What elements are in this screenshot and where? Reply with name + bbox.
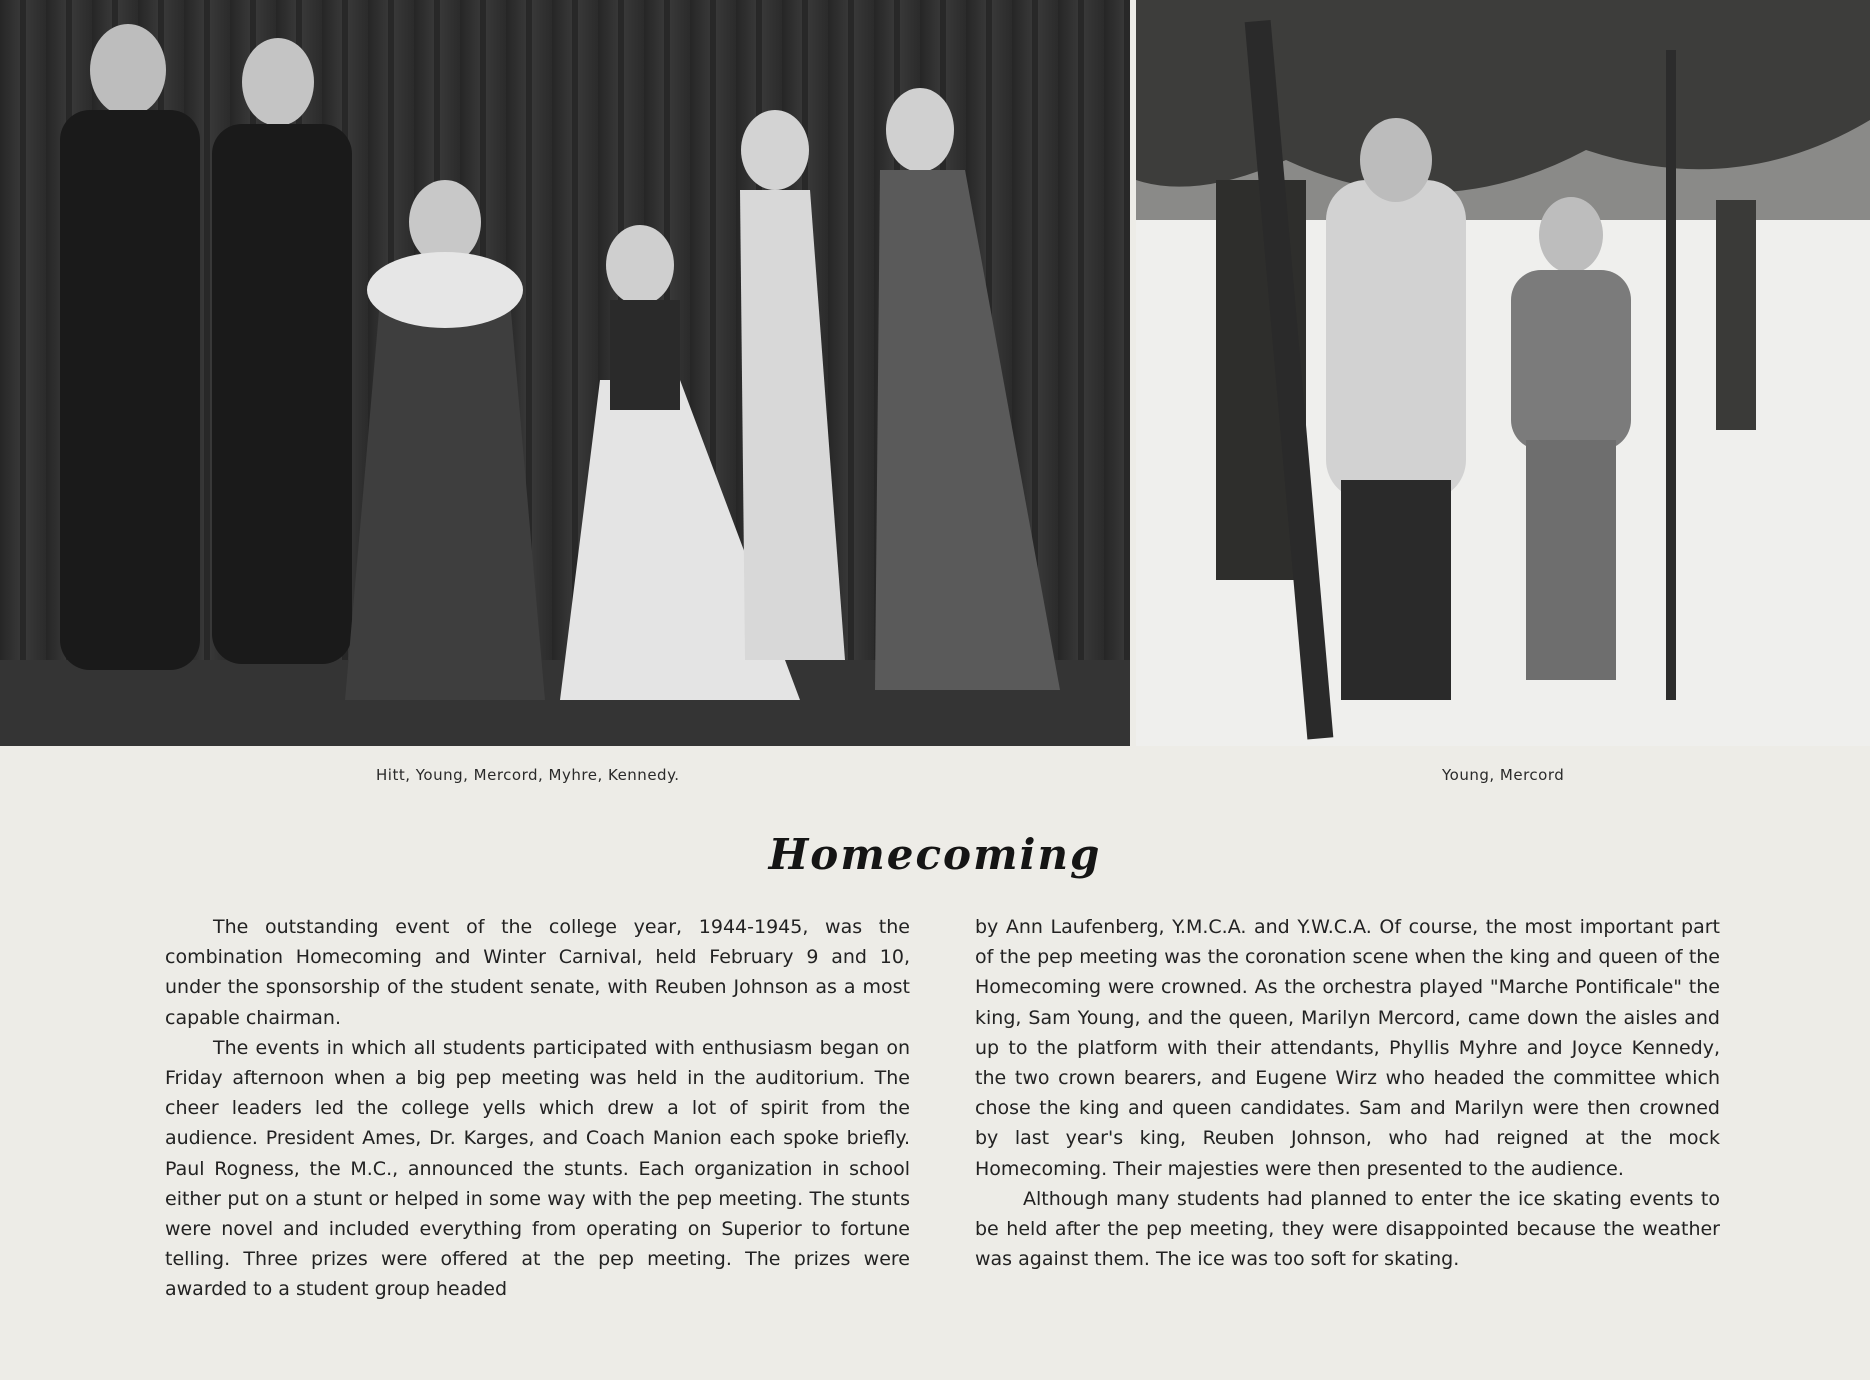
paragraph: by Ann Laufenberg, Y.M.C.A. and Y.W.C.A. Of course, the most important part of the pep meeting was the coronation scene when the king and queen of the Homecoming were crowned. As the orchestra played "Marche Pontificale" the king, Sam Young, and the queen, Marilyn Mercord, came down the aisles and up to the platform with their attendants, Phyllis Myhre and Joyce Kennedy, the two crown bearers, and Eugene Wirz who headed the committee which chose the king and queen candidates. Sam and Marilyn were then crowned by last year's king, Reuben Johnson, who had reigned at the mock Homecoming. Their majesties were then presented to the audience. [975,916,1720,1180]
skiers-photo-caption: Young, Mercord [1442,766,1565,784]
skiers-photo [1136,0,1870,746]
group-photo-caption: Hitt, Young, Mercord, Myhre, Kennedy. [376,766,680,784]
paragraph: The events in which all students participated with enthusiasm began on Friday afternoon when a big pep meeting was held in the auditorium. The cheer leaders led the college yells which drew a lot of spirit from the audience. President Ames, Dr. Karges, and Coach Manion each spoke briefly. Paul Rogness, the M.C., announced the stunts. Each organization in school either put on a stunt or helped in some way with the pep meeting. The stunts were novel and included everything from operating on Superior to fortune telling. Three prizes were offered at the pep meeting. The prizes were awarded to a student group headed [165,1036,910,1301]
article-column-left [165,912,910,1305]
paragraph: The outstanding event of the college year, 1944-1945, was the combination Homecoming and Winter Carnival, held February 9 and 10, under the sponsorship of the student senate, with Reuben Johnson as a most capable chairman. [165,916,910,1029]
article-title: Homecoming [768,830,1102,879]
article-column-right [975,912,1720,1274]
group-photo [0,0,1130,746]
paragraph: Although many students had planned to enter the ice skating events to be held after the pep meeting, they were disappointed because the weather was against them. The ice was too soft for skating. [975,1187,1720,1271]
